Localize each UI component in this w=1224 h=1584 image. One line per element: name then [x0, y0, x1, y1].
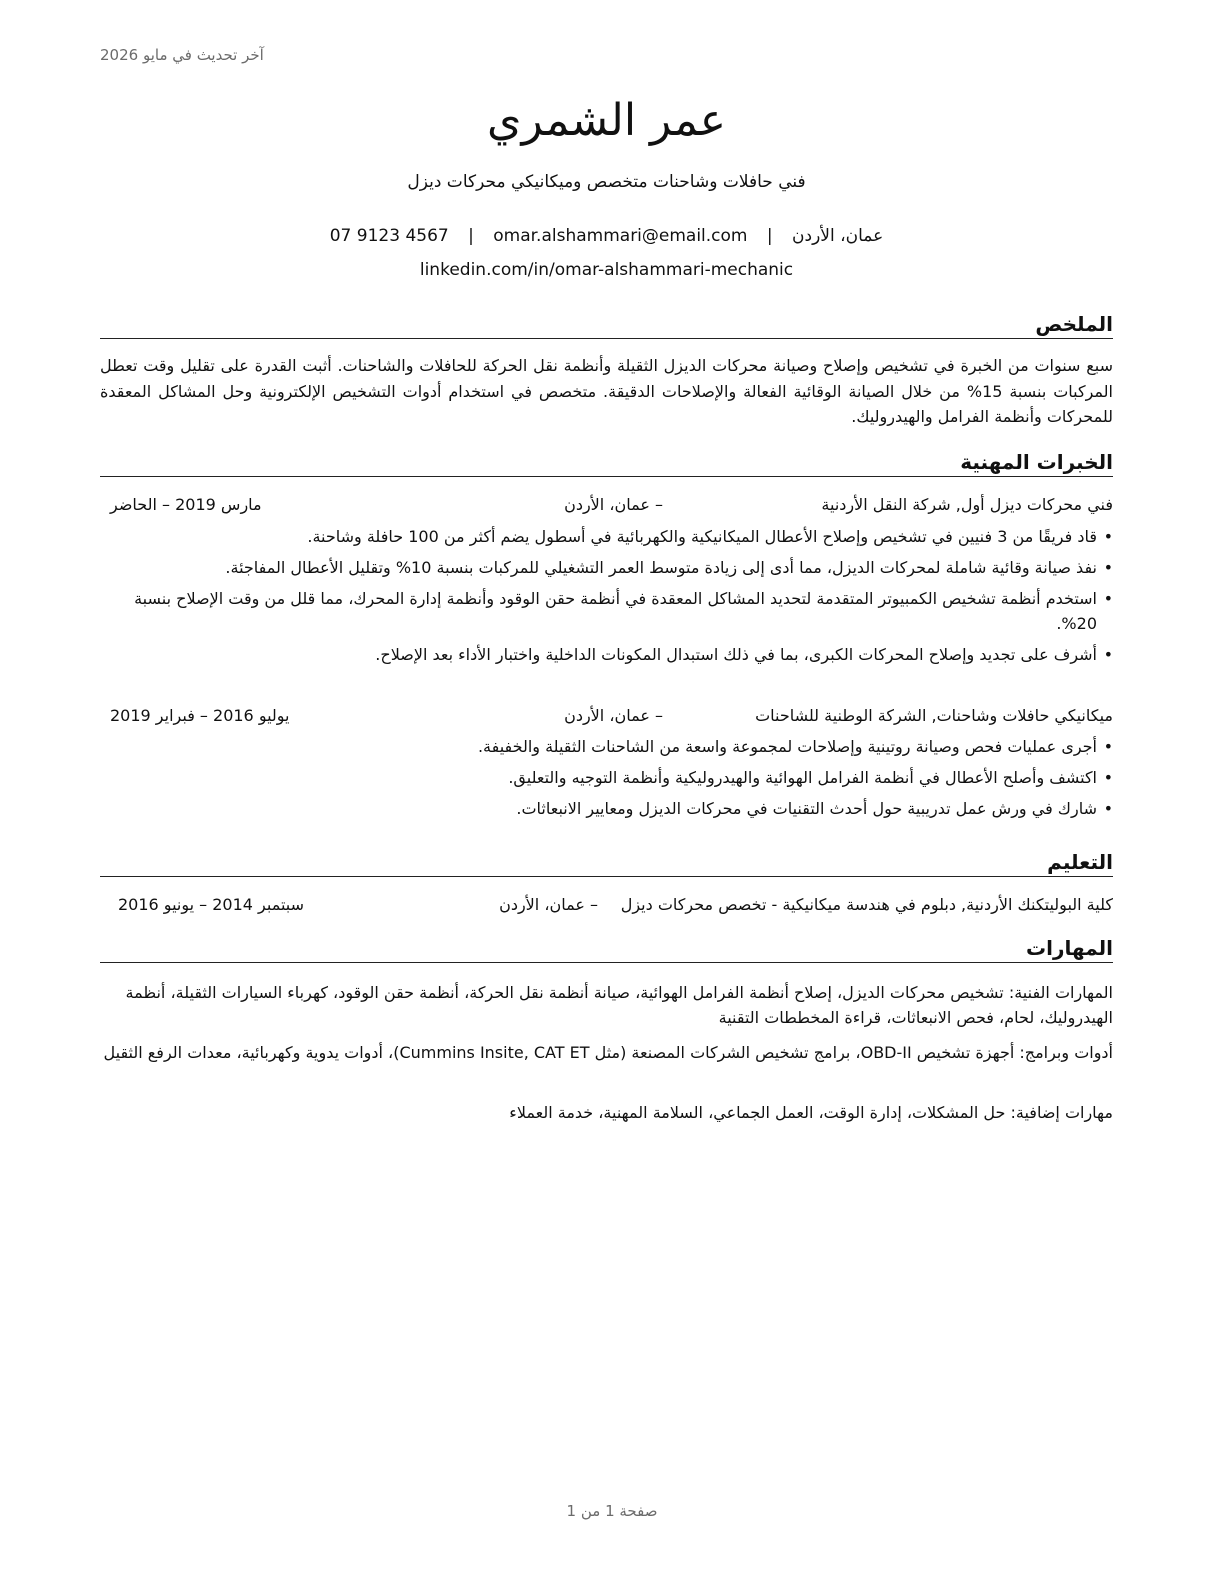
job-bullets: [100, 524, 1113, 673]
linkedin-link[interactable]: linkedin.com/in/omar-alshammari-mechanic: [419, 260, 794, 280]
job-bullet: • أجرى عمليات فحص وصيانة روتينية وإصلاحات لمجموعة واسعة من الشاحنات الثقيلة والخفيفة.: [100, 734, 1113, 759]
job-bullets: [100, 734, 1113, 827]
contact-separator: |: [766, 226, 773, 246]
job-bullet: • أشرف على تجديد وإصلاح المحركات الكبرى، بما في ذلك استبدال المكونات الداخلية واختبار الأداء بعد الإصلاح.: [100, 642, 1113, 667]
location-text: عمان، الأردن: [792, 226, 884, 246]
candidate-name: عمر الشمري: [487, 95, 726, 146]
additional-skills: مهارات إضافية: حل المشكلات، إدارة الوقت، العمل الجماعي، السلامة المهنية، خدمة العملاء: [509, 1103, 1113, 1122]
phone-number: 07 9123 4567: [329, 226, 449, 246]
skills-heading: المهارات: [100, 935, 1113, 963]
experience-heading: الخبرات المهنية: [100, 449, 1113, 477]
email-link[interactable]: omar.alshammari@email.com: [493, 226, 748, 246]
job-title: فني حافلات وشاحنات متخصص وميكانيكي محركات ديزل: [407, 172, 806, 192]
tools-skills: أدوات وبرامج: أجهزة تشخيص OBD-II، برامج تشخيص الشركات المصنعة (مثل Cummins Insite, CAT ET)، أدوات يدوية وكهربائية، معدات الرفع الثقيل: [103, 1043, 1113, 1062]
job-role: ميكانيكي حافلات وشاحنات, الشركة الوطنية للشاحنات: [755, 706, 1113, 725]
job-bullet: • نفذ صيانة وقائية شاملة لمحركات الديزل، مما أدى إلى زيادة متوسط العمر التشغيلي للمركبات بنسبة 10% وتقليل الأعطال المفاجئة.: [100, 555, 1113, 580]
job-dates: يوليو 2016 – فبراير 2019: [110, 706, 290, 725]
job-location: – عمان، الأردن: [564, 706, 663, 725]
education-heading: التعليم: [100, 849, 1113, 877]
education-institution: كلية البوليتكنك الأردنية, دبلوم في هندسة ميكانيكية - تخصص محركات ديزل: [620, 895, 1113, 914]
job-role: فني محركات ديزل أول, شركة النقل الأردنية: [821, 495, 1113, 514]
contact-line: [100, 224, 1113, 248]
education-location: – عمان، الأردن: [499, 895, 598, 914]
education-dates: سبتمبر 2014 – يونيو 2016: [118, 895, 305, 914]
contact-separator: |: [468, 226, 474, 246]
job-bullet: • قاد فريقًا من 3 فنيين في تشخيص وإصلاح الأعطال الميكانيكية والكهربائية في أسطول يضم أكثر من 100 حافلة وشاحنة.: [100, 524, 1113, 549]
summary-text: سبع سنوات من الخبرة في تشخيص وإصلاح وصيانة محركات الديزل الثقيلة وأنظمة نقل الحركة للحافلات والشاحنات. أثبت القدرة على تقليل وقت تعطل المركبات بنسبة 15% من خلال الصيانة الوقائية الفعالة والإصلاحات الدقيقة. متخصص في استخدام أدوات التشخيص الإلكترونية وحل المشاكل المعقدة للمحركات وأنظمة الفرامل والهيدروليك.: [100, 356, 1113, 426]
job-dates: مارس 2019 – الحاضر: [110, 495, 262, 514]
job-location: – عمان، الأردن: [564, 495, 663, 514]
technical-skills: المهارات الفنية: تشخيص محركات الديزل، إصلاح أنظمة الفرامل الهوائية، صيانة أنظمة نقل الحركة، أنظمة حقن الوقود، كهرباء السيارات الثقيلة، أنظمة الهيدروليك، لحام، فحص الانبعاثات، قراءة المخططات التقنية: [125, 983, 1113, 1027]
last-updated-note: آخر تحديث في مايو 2026: [100, 46, 264, 64]
job-bullet: • اكتشف وأصلح الأعطال في أنظمة الفرامل الهوائية والهيدروليكية وأنظمة التوجيه والتعليق.: [100, 765, 1113, 790]
job-bullet: • شارك في ورش عمل تدريبية حول أحدث التقنيات في محركات الديزل ومعايير الانبعاثات.: [100, 796, 1113, 821]
job-bullet: • استخدم أنظمة تشخيص الكمبيوتر المتقدمة لتحديد المشاكل المعقدة في أنظمة حقن الوقود وأنظمة إدارة المحرك، مما قلل من وقت الإصلاح بنسبة 20%.: [100, 586, 1113, 636]
summary-heading: الملخص: [100, 311, 1113, 339]
page-number: صفحة 1 من 1: [566, 1502, 658, 1520]
